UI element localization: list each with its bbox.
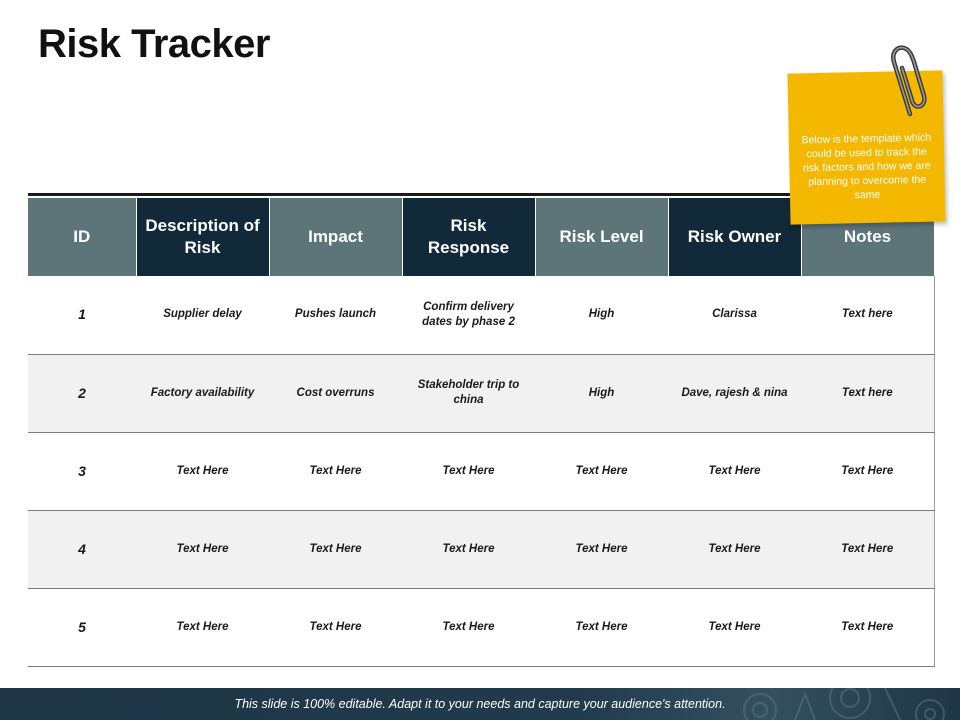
header-notes: Notes: [801, 198, 934, 276]
header-risk-owner: Risk Owner: [668, 198, 801, 276]
cell-impact: Text Here: [269, 432, 402, 510]
cell-impact: Text Here: [269, 588, 402, 666]
cell-description: Text Here: [136, 588, 269, 666]
table-row: [28, 432, 934, 510]
header-impact: Impact: [269, 198, 402, 276]
cell-risk-response: Stakeholder trip to china: [402, 354, 535, 432]
page-title: Risk Tracker: [38, 22, 270, 66]
header-description: Description of Risk: [136, 198, 269, 276]
cell-id: 1: [28, 276, 136, 354]
table-row: [28, 588, 934, 666]
cell-notes: Text Here: [801, 510, 934, 588]
cell-risk-level: High: [535, 276, 668, 354]
cell-risk-owner: Text Here: [668, 588, 801, 666]
cell-id: 5: [28, 588, 136, 666]
cell-risk-response: Confirm delivery dates by phase 2: [402, 276, 535, 354]
cell-risk-level: Text Here: [535, 588, 668, 666]
cell-id: 3: [28, 432, 136, 510]
footer-text: This slide is 100% editable. Adapt it to your needs and capture your audience's attention.: [234, 697, 726, 711]
cell-risk-response: Text Here: [402, 432, 535, 510]
paperclip-icon: [882, 44, 928, 122]
cell-description: Supplier delay: [136, 276, 269, 354]
table-row: [28, 354, 934, 432]
cell-description: Factory availability: [136, 354, 269, 432]
cell-notes: Text Here: [801, 588, 934, 666]
cell-id: 2: [28, 354, 136, 432]
header-id: ID: [28, 198, 136, 276]
cell-impact: Pushes launch: [269, 276, 402, 354]
risk-table: [28, 198, 935, 667]
sticky-note-text: Below is the template which could be used to track the risk factors and how we are planning to overcome the same: [801, 131, 932, 202]
cell-risk-level: High: [535, 354, 668, 432]
cell-description: Text Here: [136, 510, 269, 588]
cell-risk-level: Text Here: [535, 510, 668, 588]
cell-notes: Text Here: [801, 432, 934, 510]
cell-risk-owner: Text Here: [668, 510, 801, 588]
cell-risk-owner: Text Here: [668, 432, 801, 510]
table-row: [28, 276, 934, 354]
cell-risk-owner: Clarissa: [668, 276, 801, 354]
cell-id: 4: [28, 510, 136, 588]
table-row: [28, 510, 934, 588]
cell-risk-response: Text Here: [402, 510, 535, 588]
cell-impact: Cost overruns: [269, 354, 402, 432]
footer-bar: [0, 688, 960, 720]
cell-risk-response: Text Here: [402, 588, 535, 666]
header-risk-response: Risk Response: [402, 198, 535, 276]
cell-risk-owner: Dave, rajesh & nina: [668, 354, 801, 432]
header-risk-level: Risk Level: [535, 198, 668, 276]
cell-notes: Text here: [801, 354, 934, 432]
cell-notes: Text here: [801, 276, 934, 354]
cell-impact: Text Here: [269, 510, 402, 588]
cell-risk-level: Text Here: [535, 432, 668, 510]
cell-description: Text Here: [136, 432, 269, 510]
